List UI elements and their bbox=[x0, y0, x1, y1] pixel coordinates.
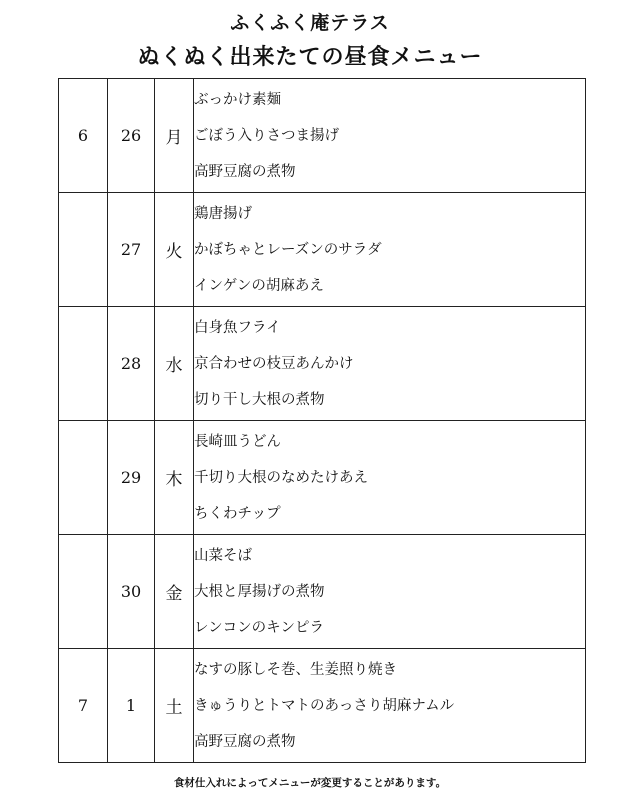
month-cell bbox=[59, 193, 108, 307]
day-cell: 29 bbox=[108, 421, 155, 535]
day-cell: 27 bbox=[108, 193, 155, 307]
day-cell: 30 bbox=[108, 535, 155, 649]
page-title: ふくふく庵テラス bbox=[230, 12, 390, 34]
dish-item: 千切り大根のなめたけあえ bbox=[194, 469, 368, 486]
dish-item: 長崎皿うどん bbox=[194, 433, 281, 450]
dishes-cell bbox=[194, 421, 586, 535]
dish-item: 山菜そば bbox=[194, 547, 252, 564]
dish-item: 大根と厚揚げの煮物 bbox=[194, 583, 325, 600]
dish-item: 京合わせの枝豆あんかけ bbox=[194, 355, 354, 372]
month-cell bbox=[59, 421, 108, 535]
month-cell: 7 bbox=[59, 649, 108, 763]
dishes-cell bbox=[194, 649, 586, 763]
dish-item: きゅうりとトマトのあっさり胡麻ナムル bbox=[194, 697, 455, 714]
dish-item: 高野豆腐の煮物 bbox=[194, 163, 296, 180]
menu-table bbox=[58, 78, 586, 763]
dish-item: ごぼう入りさつま揚げ bbox=[194, 127, 339, 144]
footer-note: 食材仕入れによってメニューが変更することがあります。 bbox=[173, 777, 447, 789]
day-cell: 26 bbox=[108, 79, 155, 193]
table-row bbox=[59, 193, 586, 307]
dish-item: ぶっかけ素麺 bbox=[194, 91, 281, 108]
table-row bbox=[59, 421, 586, 535]
table-row bbox=[59, 79, 586, 193]
weekday-cell: 火 bbox=[155, 193, 194, 307]
day-cell: 28 bbox=[108, 307, 155, 421]
dish-item: なすの豚しそ巻、生姜照り焼き bbox=[194, 661, 397, 678]
month-cell: 6 bbox=[59, 79, 108, 193]
dishes-cell bbox=[194, 79, 586, 193]
day-cell: 1 bbox=[108, 649, 155, 763]
weekday-cell: 水 bbox=[155, 307, 194, 421]
month-cell bbox=[59, 535, 108, 649]
dishes-cell bbox=[194, 307, 586, 421]
table-row bbox=[59, 649, 586, 763]
dish-item: 高野豆腐の煮物 bbox=[194, 733, 296, 750]
table-row bbox=[59, 535, 586, 649]
weekday-cell: 月 bbox=[155, 79, 194, 193]
dishes-cell bbox=[194, 193, 586, 307]
dish-item: 白身魚フライ bbox=[194, 319, 281, 336]
dish-item: インゲンの胡麻あえ bbox=[194, 277, 324, 294]
dish-item: レンコンのキンピラ bbox=[194, 619, 324, 636]
month-cell bbox=[59, 307, 108, 421]
weekday-cell: 土 bbox=[155, 649, 194, 763]
dish-item: 切り干し大根の煮物 bbox=[194, 391, 325, 408]
dish-item: かぼちゃとレーズンのサラダ bbox=[194, 241, 382, 258]
dishes-cell bbox=[194, 535, 586, 649]
dish-item: 鶏唐揚げ bbox=[194, 205, 252, 222]
page-subtitle: ぬくぬく出来たての昼食メニュー bbox=[137, 45, 483, 70]
table-row bbox=[59, 307, 586, 421]
weekday-cell: 木 bbox=[155, 421, 194, 535]
weekday-cell: 金 bbox=[155, 535, 194, 649]
dish-item: ちくわチップ bbox=[194, 505, 281, 522]
